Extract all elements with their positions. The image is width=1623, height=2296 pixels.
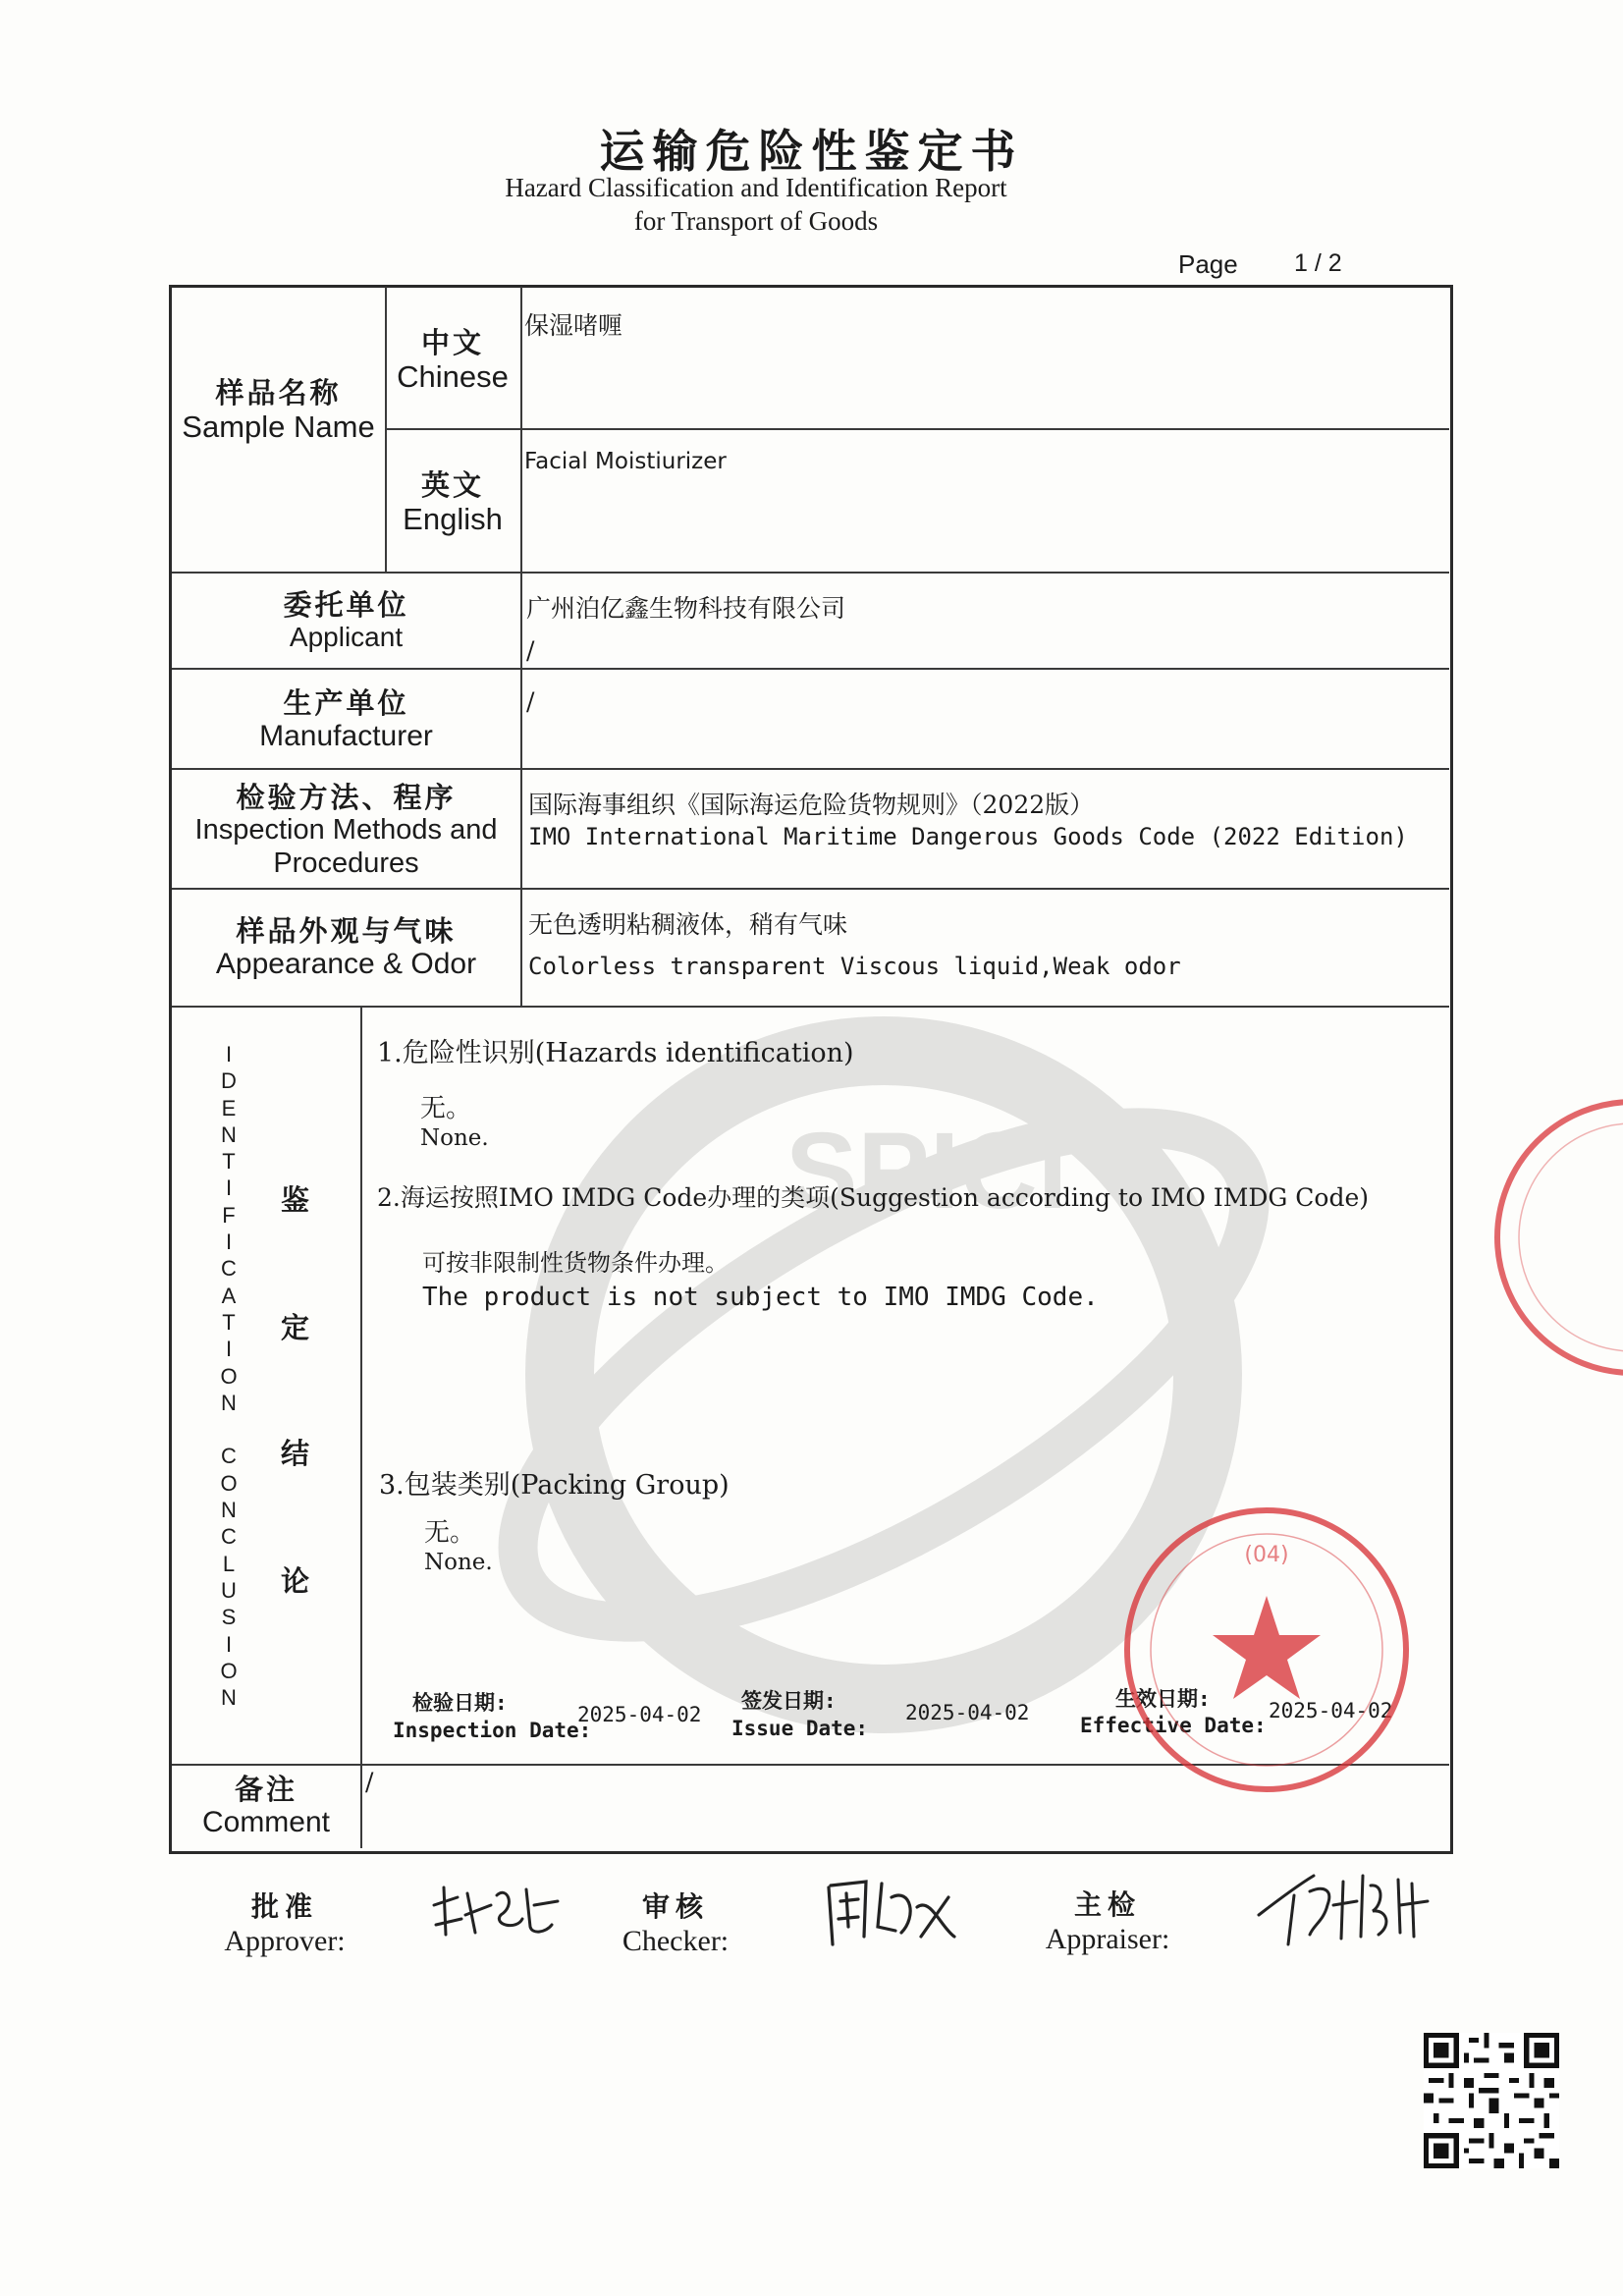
- vertical-letter: I: [225, 1175, 233, 1201]
- english-label: [385, 469, 520, 537]
- vertical-letter: F: [222, 1202, 236, 1228]
- manufacturer-label-en: Manufacturer: [259, 720, 433, 753]
- approver-label-cn: 批准: [250, 1890, 318, 1923]
- inspection-date-label-en: Inspection Date:: [393, 1719, 592, 1742]
- vertical-letter: T: [222, 1309, 236, 1335]
- packing-group-en: None.: [424, 1550, 493, 1575]
- approver-label: [206, 1886, 363, 1958]
- qr-code: [1424, 2033, 1559, 2168]
- appraiser-label: [1029, 1884, 1186, 1956]
- vertical-letter: L: [222, 1551, 236, 1576]
- inspection-date-label-cn: 检验日期:: [412, 1691, 508, 1715]
- company-seal-stamp: [1119, 1503, 1414, 1797]
- methods-label-cn: 检验方法、程序: [236, 781, 457, 814]
- packing-group-title: 3.包装类别(Packing Group): [379, 1470, 730, 1501]
- methods-label: [172, 782, 520, 880]
- methods-value-en: IMO International Maritime Dangerous Goods Code (2022 Edition): [528, 823, 1408, 850]
- sample-name-label: [172, 377, 385, 445]
- issue-date-label-en: Issue Date:: [731, 1717, 869, 1740]
- manufacturer-label-cn: 生产单位: [283, 686, 409, 720]
- methods-label-en2: Procedures: [273, 847, 419, 879]
- vertical-letter: C: [221, 1524, 237, 1550]
- vertical-letter: N: [221, 1390, 237, 1415]
- comment-value: /: [365, 1768, 374, 1796]
- vertical-letter: I: [225, 1230, 233, 1255]
- vertical-letter: I: [225, 1631, 233, 1657]
- sample-name-label-en: Sample Name: [182, 410, 375, 445]
- sample-name-chinese-value: 保湿啫喱: [524, 311, 623, 340]
- imdg-suggestion-en: The product is not subject to IMO IMDG Code.: [422, 1283, 1099, 1312]
- conclusion-vertical-cn-2: 定: [281, 1311, 310, 1344]
- english-label-en: English: [403, 502, 503, 537]
- conclusion-vertical-cn-1: 鉴: [281, 1183, 310, 1217]
- hazards-identification-title: 1.危险性识别(Hazards identification): [377, 1038, 854, 1068]
- vertical-letter: [214, 1416, 243, 1443]
- vertical-letter: U: [221, 1577, 237, 1603]
- manufacturer-value: /: [526, 687, 535, 716]
- watermark-text: SPICI: [785, 1111, 1068, 1231]
- chinese-label-en: Chinese: [397, 359, 509, 395]
- chinese-label: [385, 327, 520, 395]
- report-title-cn: 运输危险性鉴定书: [599, 125, 1024, 178]
- applicant-label-en: Applicant: [289, 622, 404, 653]
- imdg-suggestion-title: 2.海运按照IMO IMDG Code办理的类项(Suggestion according to IMO IMDG Code): [377, 1183, 1370, 1212]
- report-title-en-line2: for Transport of Goods: [633, 206, 879, 236]
- vertical-letter: O: [220, 1363, 238, 1389]
- issue-date-label-cn: 签发日期:: [741, 1689, 837, 1713]
- hazards-identification-en: None.: [420, 1125, 489, 1151]
- vertical-letter: C: [221, 1256, 237, 1282]
- appearance-value-en: Colorless transparent Viscous liquid,Weak odor: [528, 953, 1181, 980]
- sample-name-english-value: Facial Moistiurizer: [524, 449, 727, 474]
- methods-value-cn: 国际海事组织《国际海运危险货物规则》（2022版）: [528, 791, 1095, 819]
- appearance-value-cn: 无色透明粘稠液体，稍有气味: [528, 910, 848, 939]
- vertical-letter: N: [221, 1121, 237, 1147]
- effective-date-value: 2025-04-02: [1269, 1699, 1393, 1722]
- comment-label-en: Comment: [201, 1806, 331, 1839]
- effective-date-label-cn: 生效日期:: [1115, 1687, 1211, 1711]
- applicant-value: 广州泊亿鑫生物科技有限公司: [526, 594, 846, 623]
- vertical-letter: N: [221, 1685, 237, 1711]
- vertical-letter: E: [221, 1095, 237, 1121]
- conclusion-vertical-cn-3: 结: [281, 1437, 310, 1470]
- approver-label-en: Approver:: [224, 1925, 346, 1957]
- vertical-letter: I: [225, 1042, 233, 1066]
- partial-seal-stamp: [1486, 1090, 1623, 1385]
- sample-name-label-cn: 样品名称: [215, 376, 342, 410]
- vertical-letter: N: [221, 1498, 237, 1523]
- appraiser-label-cn: 主检: [1073, 1888, 1141, 1921]
- approver-signature: [428, 1876, 566, 1954]
- appearance-label-cn: 样品外观与气味: [236, 914, 457, 948]
- comment-label: [172, 1774, 360, 1840]
- applicant-value-extra: /: [526, 636, 535, 665]
- vertical-letter: I: [225, 1337, 233, 1362]
- effective-date-label-en: Effective Date:: [1080, 1714, 1267, 1737]
- appraiser-label-en: Appraiser:: [1045, 1923, 1170, 1955]
- issue-date-value: 2025-04-02: [905, 1701, 1030, 1724]
- appraiser-signature: [1255, 1866, 1441, 1954]
- page-label: Page: [1178, 249, 1238, 279]
- comment-label-cn: 备注: [234, 1773, 298, 1806]
- vertical-letter: O: [220, 1658, 238, 1683]
- hazards-identification-cn: 无。: [420, 1094, 472, 1123]
- checker-label: [607, 1886, 744, 1958]
- methods-label-en1: Inspection Methods and: [194, 814, 498, 847]
- checker-signature: [823, 1868, 960, 1956]
- conclusion-vertical-cn-4: 论: [281, 1564, 310, 1598]
- chinese-label-cn: 中文: [420, 326, 484, 359]
- checker-label-cn: 审核: [641, 1890, 709, 1923]
- vertical-letter: D: [221, 1068, 237, 1094]
- page-number: 1 / 2: [1294, 249, 1342, 277]
- vertical-letter: O: [220, 1470, 238, 1496]
- checker-label-en: Checker:: [622, 1925, 730, 1957]
- vertical-letter: A: [221, 1283, 237, 1308]
- svg-text:(04): (04): [1244, 1543, 1289, 1567]
- packing-group-cn: 无。: [424, 1518, 476, 1548]
- vertical-letter: C: [221, 1444, 237, 1469]
- vertical-letter: S: [221, 1605, 237, 1630]
- identification-conclusion-vertical-label: [214, 1041, 243, 1711]
- vertical-letter: T: [222, 1149, 236, 1175]
- inspection-date-value: 2025-04-02: [577, 1703, 702, 1726]
- report-title-en-line1: Hazard Classification and Identification Report: [505, 173, 1007, 202]
- appearance-label: [172, 915, 520, 982]
- appearance-label-en: Appearance & Odor: [215, 948, 477, 981]
- applicant-label: [172, 589, 520, 654]
- english-label-cn: 英文: [420, 468, 484, 502]
- manufacturer-label: [172, 687, 520, 754]
- imdg-suggestion-cn: 可按非限制性货物条件办理。: [422, 1249, 729, 1277]
- applicant-label-cn: 委托单位: [283, 588, 409, 622]
